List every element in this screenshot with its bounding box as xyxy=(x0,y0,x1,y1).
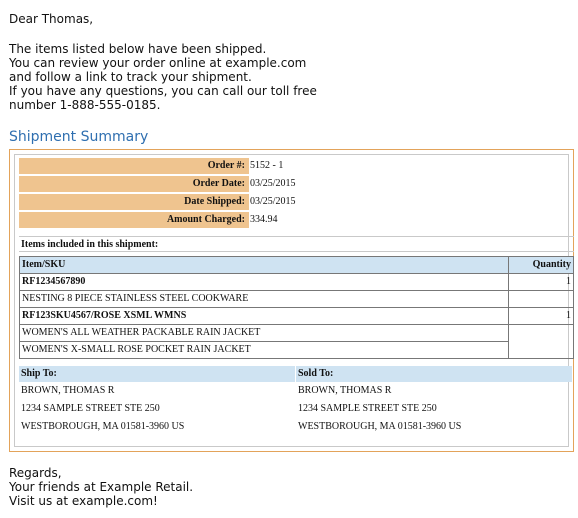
order-number-label: Order #: xyxy=(19,158,249,174)
sold-to-block xyxy=(296,366,572,436)
amount-charged-label: Amount Charged: xyxy=(19,212,249,228)
intro-line: If you have any questions, you can call our toll free xyxy=(9,84,317,98)
items-table-header xyxy=(20,257,574,274)
item-sku-cell: RF1234567890 xyxy=(20,274,509,291)
sold-to-heading: Sold To: xyxy=(296,366,572,382)
table-row xyxy=(20,291,574,308)
sold-to-name: BROWN, THOMAS R xyxy=(298,385,392,396)
ship-to-name: BROWN, THOMAS R xyxy=(21,385,115,396)
item-quantity-cell xyxy=(509,325,574,359)
intro-line: The items listed below have been shipped. xyxy=(9,42,267,56)
shipment-summary-card xyxy=(9,149,574,452)
ship-to-block xyxy=(19,366,295,436)
item-sku-cell: RF123SKU4567/ROSE XSML WMNS xyxy=(20,308,509,325)
item-quantity-cell: 1 xyxy=(509,308,574,325)
quantity-column-header: Quantity xyxy=(509,257,574,274)
closing-line: Regards, xyxy=(9,466,62,480)
intro-line: You can review your order online at example.com xyxy=(9,56,307,70)
item-description-cell: WOMEN'S X-SMALL ROSE POCKET RAIN JACKET xyxy=(20,342,509,359)
table-row xyxy=(20,342,574,359)
table-row xyxy=(20,274,574,291)
closing-line: Visit us at example.com! xyxy=(9,494,158,508)
order-date-value: 03/25/2015 xyxy=(250,178,296,189)
sold-to-street: 1234 SAMPLE STREET STE 250 xyxy=(298,403,437,414)
date-shipped-value: 03/25/2015 xyxy=(250,196,296,207)
shipment-summary-inner xyxy=(14,154,569,447)
ship-to-heading: Ship To: xyxy=(19,366,295,382)
table-row xyxy=(20,325,574,342)
item-description-cell: NESTING 8 PIECE STAINLESS STEEL COOKWARE xyxy=(20,291,509,308)
items-table xyxy=(19,256,574,359)
order-number-value: 5152 - 1 xyxy=(250,160,284,171)
greeting-text: Dear Thomas, xyxy=(9,12,94,26)
item-quantity-cell: 1 xyxy=(509,274,574,291)
items-included-title: Items included in this shipment: xyxy=(19,236,574,252)
sold-to-city: WESTBOROUGH, MA 01581-3960 US xyxy=(298,421,462,432)
ship-to-city: WESTBOROUGH, MA 01581-3960 US xyxy=(21,421,185,432)
intro-line: and follow a link to track your shipment. xyxy=(9,70,252,84)
shipment-summary-heading: Shipment Summary xyxy=(9,129,149,145)
amount-charged-value: 334.94 xyxy=(250,214,278,225)
item-quantity-cell xyxy=(509,291,574,308)
order-date-label: Order Date: xyxy=(19,176,249,192)
item-sku-column-header: Item/SKU xyxy=(20,257,509,274)
closing-paragraph xyxy=(9,466,193,508)
intro-paragraph xyxy=(9,42,317,112)
closing-line: Your friends at Example Retail. xyxy=(9,480,194,494)
date-shipped-label: Date Shipped: xyxy=(19,194,249,210)
item-description-cell: WOMEN'S ALL WEATHER PACKABLE RAIN JACKET xyxy=(20,325,509,342)
intro-line: number 1-888-555-0185. xyxy=(9,98,161,112)
table-row xyxy=(20,308,574,325)
ship-to-street: 1234 SAMPLE STREET STE 250 xyxy=(21,403,160,414)
